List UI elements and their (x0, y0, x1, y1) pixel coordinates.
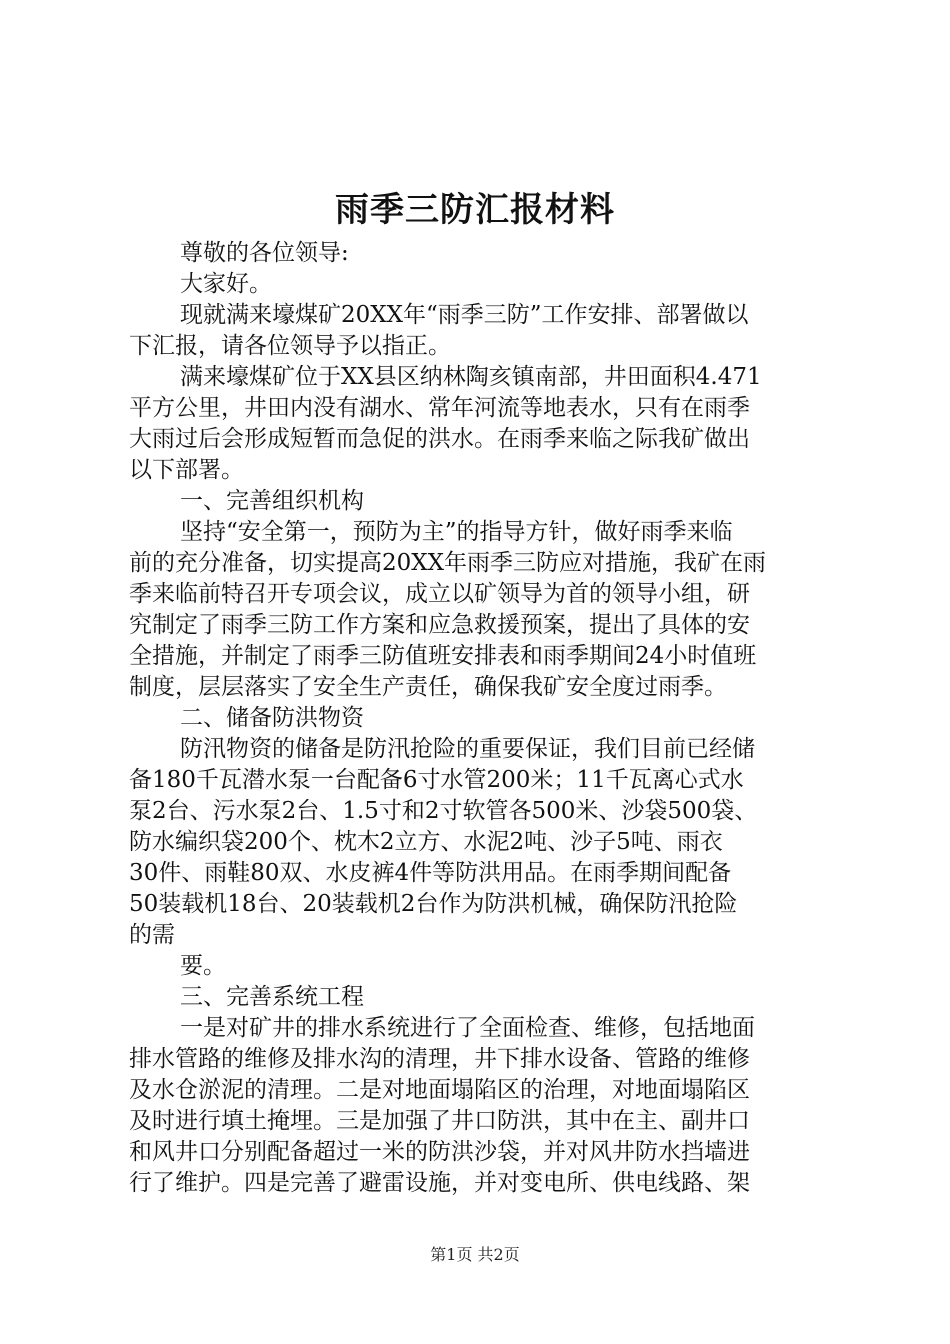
document-body (129, 238, 829, 1199)
body-line: 尊敬的各位领导: (180, 240, 349, 266)
body-line: 行了维护。四是完善了避雷设施，并对变电所、供电线路、架 (129, 1170, 750, 1196)
body-line: 现就满来壕煤矿20XX年“雨季三防”工作安排、部署做以 (180, 302, 749, 328)
body-line: 季来临前特召开专项会议，成立以矿领导为首的领导小组，研 (129, 581, 750, 607)
section-heading: 三、完善系统工程 (180, 984, 364, 1010)
body-line: 防汛物资的储备是防汛抢险的重要保证，我们目前已经储 (180, 736, 755, 762)
body-line: 及时进行填土掩埋。三是加强了井口防洪，其中在主、副井口 (129, 1108, 750, 1134)
body-line: 大雨过后会形成短暂而急促的洪水。在雨季来临之际我矿做出 (129, 426, 750, 452)
page-footer: 第1页 共2页 (430, 1245, 520, 1264)
body-line: 制度，层层落实了安全生产责任，确保我矿安全度过雨季。 (129, 674, 727, 700)
body-line: 满来壕煤矿位于XX县区纳林陶亥镇南部，井田面积4.471 (180, 364, 762, 390)
body-line: 坚持“安全第一，预防为主”的指导方针，做好雨季来临 (180, 519, 733, 545)
body-line: 前的充分准备，切实提高20XX年雨季三防应对措施，我矿在雨 (129, 550, 767, 576)
body-line: 50装载机18台、20装载机2台作为防洪机械，确保防汛抢险 (129, 891, 738, 917)
body-line: 泵2台、污水泵2台、1.5寸和2寸软管各500米、沙袋500袋、 (129, 798, 758, 824)
body-line: 和风井口分别配备超过一米的防洪沙袋，并对风井防水挡墙进 (129, 1139, 750, 1165)
body-line: 备180千瓦潜水泵一台配备6寸水管200米；11千瓦离心式水 (129, 767, 744, 793)
body-line: 要。 (180, 953, 226, 979)
section-heading: 一、完善组织机构 (180, 488, 364, 514)
body-line: 大家好。 (180, 271, 272, 297)
body-line: 30件、雨鞋80双、水皮裤4件等防洪用品。在雨季期间配备 (129, 860, 732, 886)
body-line: 防水编织袋200个、枕木2立方、水泥2吨、沙子5吨、雨衣 (129, 829, 723, 855)
body-line: 的需 (129, 922, 175, 948)
body-line: 排水管路的维修及排水沟的清理，井下排水设备、管路的维修 (129, 1046, 750, 1072)
body-line: 下汇报，请各位领导予以指正。 (129, 333, 451, 359)
document-title: 雨季三防汇报材料 (335, 190, 615, 230)
section-heading: 二、储备防洪物资 (180, 705, 364, 731)
body-line: 平方公里，井田内没有湖水、常年河流等地表水，只有在雨季 (129, 395, 750, 421)
body-line: 以下部署。 (129, 457, 244, 483)
body-line: 一是对矿井的排水系统进行了全面检查、维修，包括地面 (180, 1015, 755, 1041)
body-line: 及水仓淤泥的清理。二是对地面塌陷区的治理，对地面塌陷区 (129, 1077, 750, 1103)
body-line: 全措施，并制定了雨季三防值班安排表和雨季期间24小时值班 (129, 643, 757, 669)
body-line: 究制定了雨季三防工作方案和应急救援预案，提出了具体的安 (129, 612, 750, 638)
